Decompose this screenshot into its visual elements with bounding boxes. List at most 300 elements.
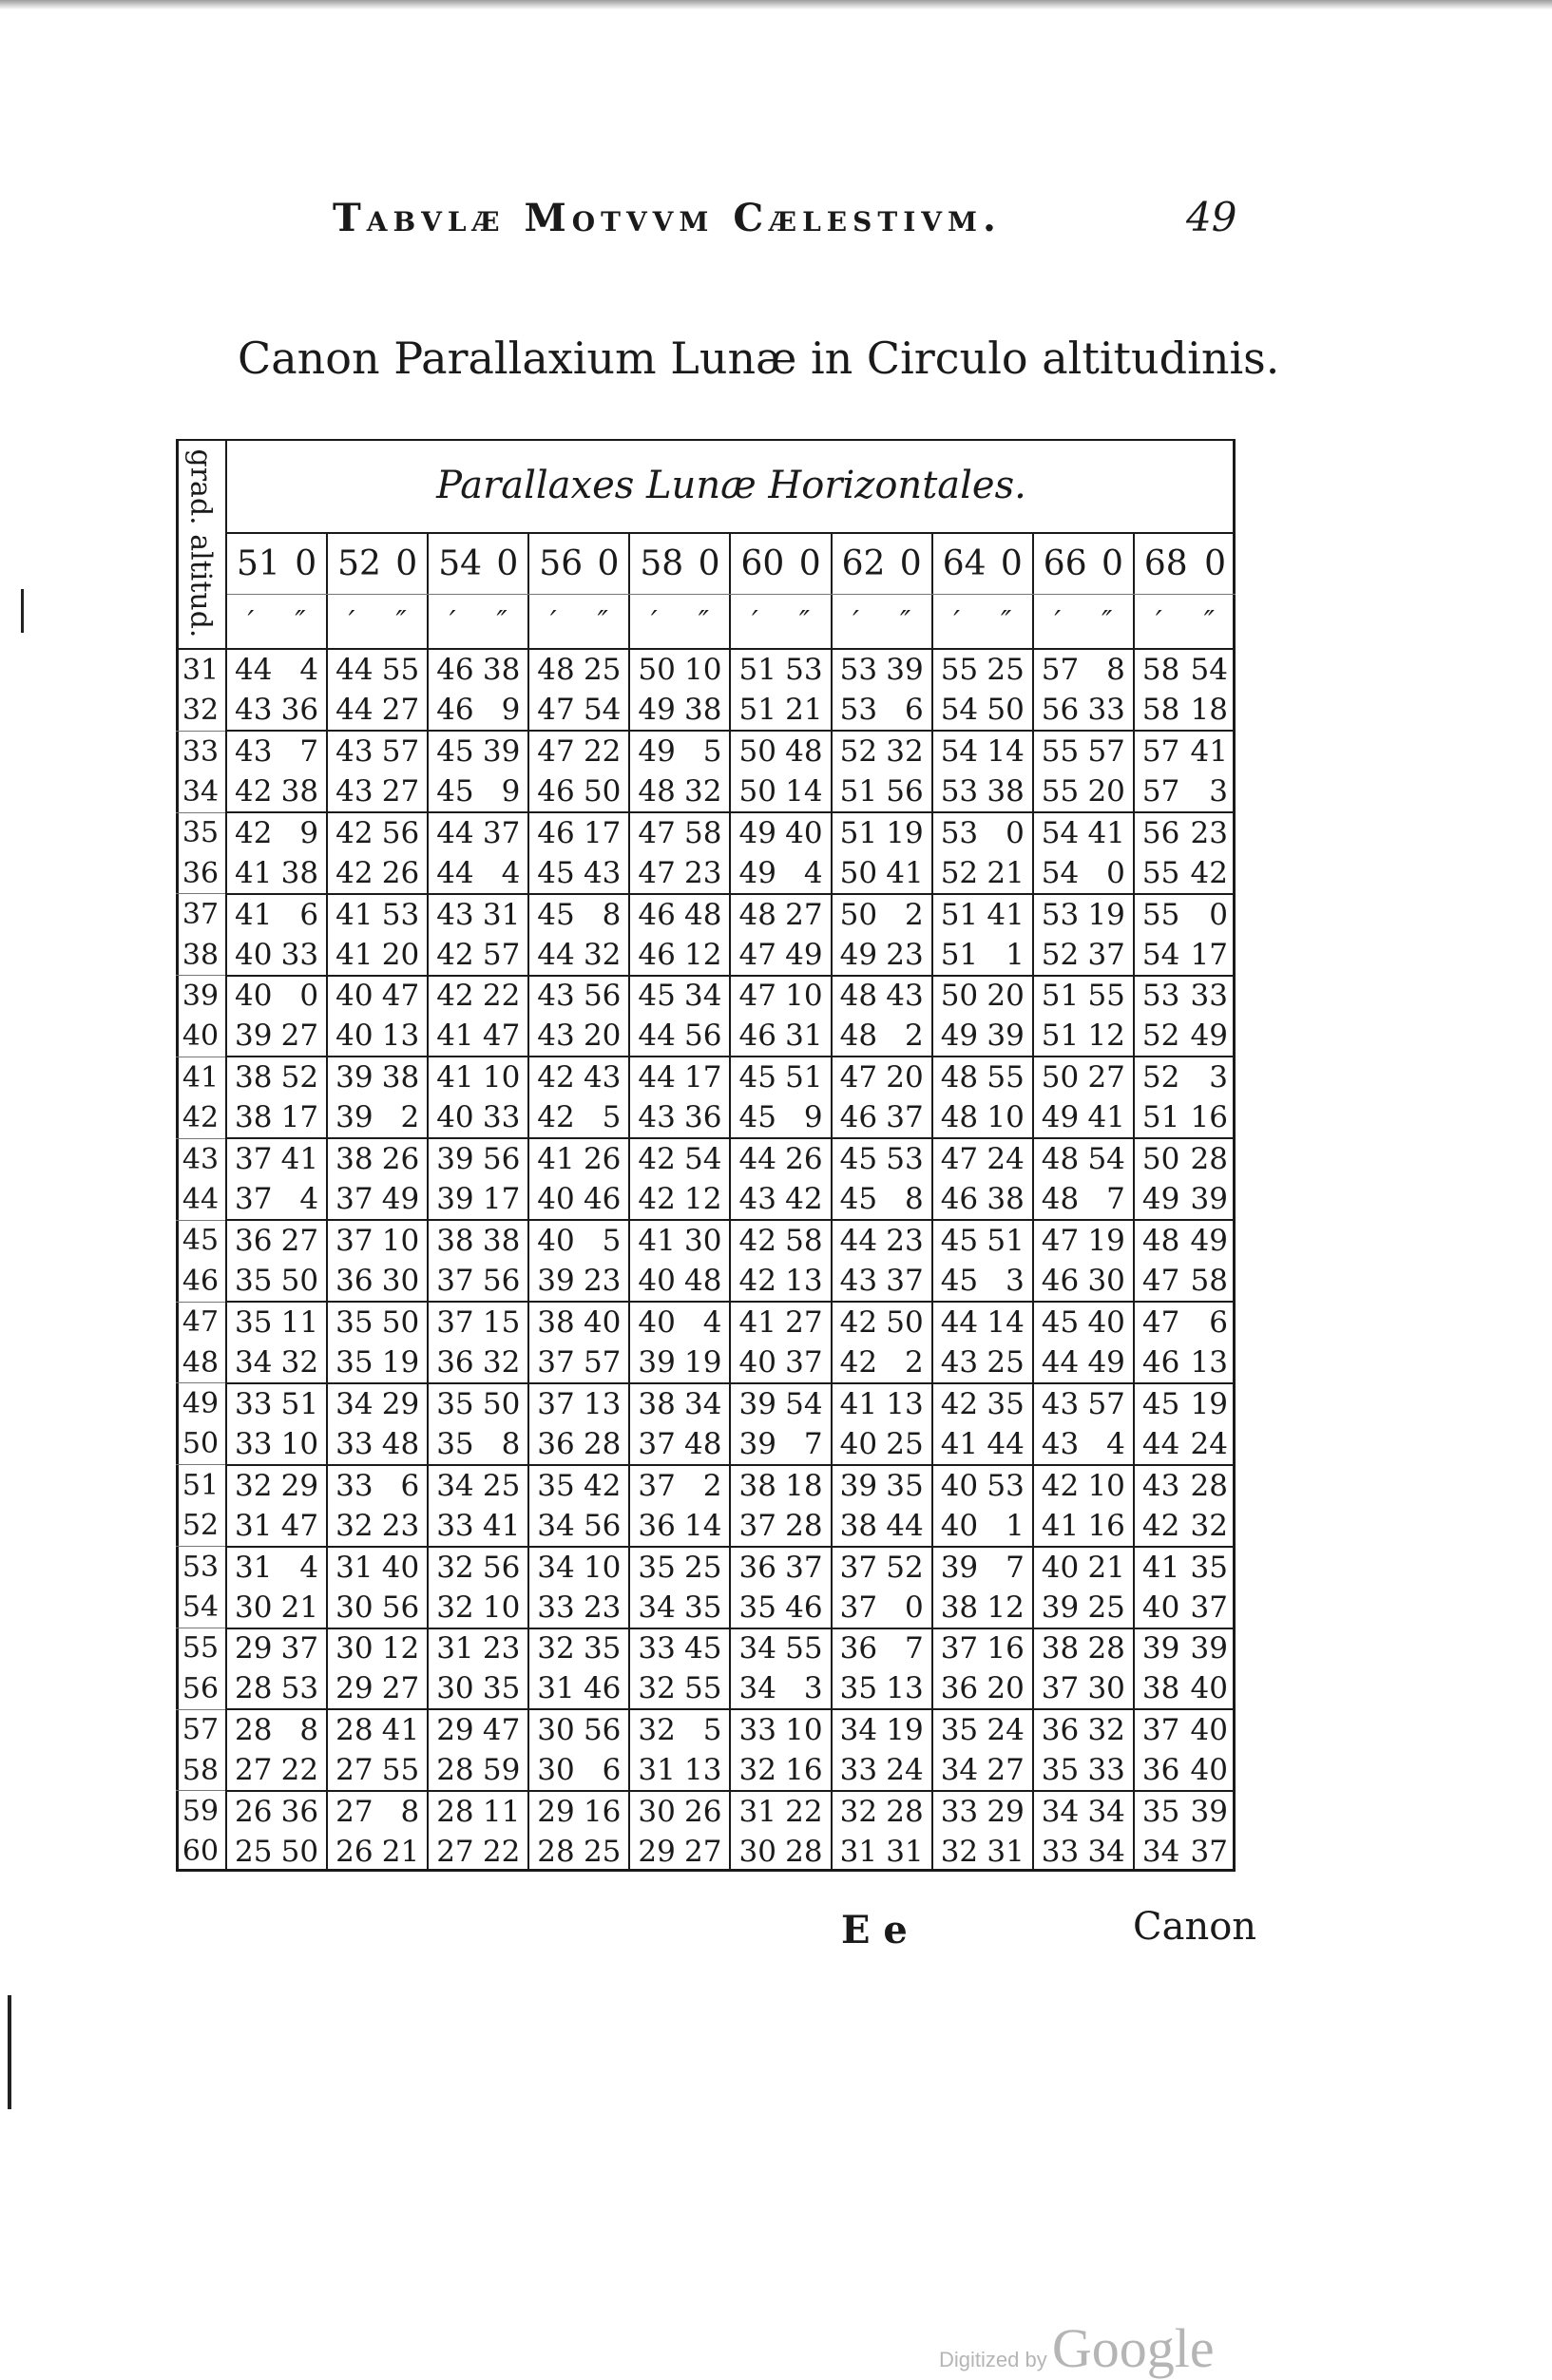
parallax-seconds: 11: [482, 1795, 521, 1830]
parallax-cell: [328, 1384, 429, 1424]
parallax-minutes: 51: [1041, 1019, 1080, 1054]
column-head: [933, 534, 1034, 594]
parallax-cell: [833, 1261, 933, 1301]
parallax-cell: [731, 1629, 832, 1669]
parallax-cell: [630, 1424, 731, 1464]
table-row: [227, 1710, 1236, 1750]
parallax-minutes: 48: [738, 897, 776, 932]
parallax-cell: [630, 1832, 731, 1872]
parallax-cell: [630, 1792, 731, 1832]
parallax-cell: [328, 1342, 429, 1382]
parallax-minutes: 47: [839, 1060, 878, 1095]
parallax-seconds: 2: [400, 1100, 420, 1135]
parallax-minutes: 37: [638, 1468, 676, 1503]
parallax-seconds: 30: [381, 1264, 420, 1299]
parallax-minutes: 50: [839, 897, 878, 932]
parallax-seconds: 33: [1087, 692, 1125, 727]
parallax-seconds: 40: [1087, 1304, 1125, 1340]
parallax-minutes: 41: [537, 1142, 575, 1177]
parallax-cell: [1135, 1179, 1236, 1219]
parallax-minutes: 50: [1141, 1142, 1180, 1177]
parallax-seconds: 47: [381, 979, 420, 1014]
parallax-minutes: 27: [335, 1795, 374, 1830]
parallax-minutes: 40: [638, 1264, 676, 1299]
column-head-degrees: 64: [942, 544, 987, 583]
parallax-minutes: 38: [940, 1590, 979, 1625]
parallax-minutes: 39: [436, 1142, 474, 1177]
parallax-minutes: 34: [638, 1590, 676, 1625]
parallax-seconds: 10: [1087, 1468, 1125, 1503]
parallax-seconds: 21: [1087, 1550, 1125, 1585]
minutes-mark: ′: [650, 604, 658, 638]
minutes-mark: ′: [247, 604, 255, 638]
parallax-cell: [731, 1548, 832, 1588]
parallax-seconds: 6: [1209, 1304, 1228, 1340]
parallax-minutes: 32: [436, 1550, 474, 1585]
parallax-seconds: 0: [1209, 897, 1228, 932]
parallax-minutes: 45: [436, 733, 474, 769]
parallax-cell: [529, 1303, 630, 1342]
parallax-seconds: 23: [886, 1224, 924, 1259]
parallax-minutes: 44: [335, 652, 374, 687]
altitude-cell: 45: [182, 1224, 220, 1258]
parallax-cell: [731, 1506, 832, 1546]
parallax-cell: [630, 977, 731, 1017]
parallax-minutes: 51: [738, 692, 776, 727]
altitude-cell: 37: [182, 898, 220, 932]
parallax-cell: [1135, 895, 1236, 935]
parallax-minutes: 35: [436, 1386, 474, 1421]
table-row: [227, 1792, 1236, 1832]
parallax-cell: [731, 1424, 832, 1464]
parallax-minutes: 46: [1041, 1264, 1080, 1299]
parallax-seconds: 39: [987, 1019, 1025, 1054]
parallax-cell: [328, 1057, 429, 1097]
parallax-cell: [731, 1588, 832, 1628]
parallax-cell: [630, 1588, 731, 1628]
parallax-minutes: 42: [436, 979, 474, 1014]
parallax-minutes: 33: [1041, 1835, 1080, 1870]
parallax-cell: [630, 1057, 731, 1097]
altitude-cell: 31: [182, 653, 220, 687]
parallax-minutes: 42: [335, 815, 374, 850]
parallax-seconds: 41: [987, 897, 1025, 932]
scan-margin-mark: [21, 589, 24, 633]
parallax-seconds: 12: [381, 1631, 420, 1666]
parallax-minutes: 35: [839, 1671, 878, 1706]
parallax-minutes: 31: [235, 1550, 273, 1585]
parallax-seconds: 10: [482, 1590, 521, 1625]
parallax-minutes: 54: [940, 692, 979, 727]
parallax-seconds: 28: [886, 1795, 924, 1830]
digitizer-prefix: Digitized by: [939, 2348, 1047, 2371]
parallax-seconds: 53: [886, 1142, 924, 1177]
parallax-cell: [1034, 935, 1135, 975]
parallax-seconds: 17: [583, 815, 622, 850]
parallax-seconds: 48: [785, 733, 823, 769]
altitude-cell: 46: [176, 1261, 225, 1302]
parallax-cell: [227, 895, 328, 935]
parallax-cell: [933, 1792, 1034, 1832]
parallax-cell: [1135, 650, 1236, 690]
altitude-cell: 42: [176, 1097, 225, 1138]
parallax-minutes: 37: [335, 1182, 374, 1217]
parallax-minutes: 46: [537, 773, 575, 809]
parallax-seconds: 23: [583, 1590, 622, 1625]
parallax-minutes: 34: [738, 1671, 776, 1706]
altitude-cell: 54: [176, 1587, 225, 1628]
parallax-minutes: 32: [940, 1835, 979, 1870]
parallax-minutes: 34: [839, 1713, 878, 1748]
parallax-seconds: 36: [280, 692, 319, 727]
parallax-seconds: 13: [785, 1264, 823, 1299]
parallax-cell: [630, 813, 731, 853]
parallax-seconds: 32: [280, 1344, 319, 1380]
parallax-cell: [529, 771, 630, 811]
column-head-minutes: 0: [395, 544, 418, 583]
altitude-cell: 34: [176, 771, 225, 812]
parallax-seconds: 10: [381, 1224, 420, 1259]
parallax-cell: [328, 1792, 429, 1832]
parallax-seconds: 58: [1190, 1264, 1228, 1299]
parallax-minutes: 31: [436, 1631, 474, 1666]
parallax-minutes: 43: [738, 1182, 776, 1217]
parallax-cell: [1034, 1424, 1135, 1464]
parallax-cell: [933, 1668, 1034, 1708]
parallax-minutes: 45: [537, 897, 575, 932]
parallax-minutes: 53: [1141, 979, 1180, 1014]
parallax-cell: [429, 1179, 529, 1219]
parallax-minutes: 40: [940, 1508, 979, 1543]
parallax-minutes: 28: [235, 1671, 273, 1706]
parallax-seconds: 37: [886, 1100, 924, 1135]
parallax-minutes: 43: [235, 692, 273, 727]
parallax-seconds: 35: [1190, 1550, 1228, 1585]
parallax-cell: [731, 1139, 832, 1179]
parallax-cell: [731, 935, 832, 975]
parallax-cell: [429, 853, 529, 893]
parallax-cell: [429, 1261, 529, 1301]
parallax-minutes: 55: [1141, 855, 1180, 890]
parallax-cell: [529, 935, 630, 975]
seconds-mark: ″: [597, 604, 608, 638]
parallax-seconds: 53: [381, 897, 420, 932]
parallax-minutes: 48: [839, 1019, 878, 1054]
parallax-seconds: 50: [280, 1835, 319, 1870]
parallax-cell: [1034, 1506, 1135, 1546]
parallax-minutes: 47: [1141, 1264, 1180, 1299]
altitude-cell: 55: [182, 1631, 220, 1666]
parallax-minutes: 42: [436, 937, 474, 972]
parallax-cell: [227, 650, 328, 690]
parallax-minutes: 40: [335, 979, 374, 1014]
parallax-cell: [227, 1221, 328, 1261]
parallax-seconds: 35: [482, 1671, 521, 1706]
parallax-cell: [1034, 977, 1135, 1017]
parallax-seconds: 31: [987, 1835, 1025, 1870]
parallax-cell: [1034, 1792, 1135, 1832]
parallax-seconds: 4: [299, 1550, 319, 1585]
parallax-minutes: 32: [335, 1508, 374, 1543]
parallax-cell: [630, 895, 731, 935]
parallax-cell: [227, 1424, 328, 1464]
parallax-cell: [1135, 1466, 1236, 1506]
parallax-cell: [833, 690, 933, 730]
parallax-seconds: 13: [886, 1671, 924, 1706]
parallax-seconds: 3: [1006, 1264, 1025, 1299]
column-head: [529, 534, 630, 594]
unit-cell: [529, 595, 630, 648]
parallax-minutes: 45: [1141, 1386, 1180, 1421]
parallax-cell: [933, 1832, 1034, 1872]
parallax-seconds: 35: [583, 1631, 622, 1666]
parallax-minutes: 27: [235, 1753, 273, 1788]
seconds-mark: ″: [698, 604, 709, 638]
parallax-seconds: 52: [886, 1550, 924, 1585]
parallax-minutes: 40: [1141, 1590, 1180, 1625]
parallax-minutes: 38: [335, 1142, 374, 1177]
parallax-seconds: 17: [482, 1182, 521, 1217]
parallax-seconds: 58: [785, 1224, 823, 1259]
parallax-cell: [731, 1384, 832, 1424]
parallax-minutes: 57: [1041, 652, 1080, 687]
parallax-cell: [227, 1016, 328, 1056]
parallax-seconds: 28: [583, 1426, 622, 1461]
parallax-minutes: 39: [638, 1344, 676, 1380]
parallax-cell: [429, 1629, 529, 1669]
parallax-minutes: 39: [1041, 1590, 1080, 1625]
parallax-seconds: 15: [482, 1304, 521, 1340]
parallax-cell: [328, 1016, 429, 1056]
parallax-cell: [328, 1506, 429, 1546]
parallax-minutes: 52: [1041, 937, 1080, 972]
parallax-minutes: 45: [839, 1182, 878, 1217]
parallax-cell: [933, 690, 1034, 730]
parallax-cell: [529, 1710, 630, 1750]
table-row: [227, 1548, 1236, 1588]
parallax-seconds: 54: [1087, 1142, 1125, 1177]
parallax-minutes: 40: [839, 1426, 878, 1461]
altitude-cell: 60: [182, 1835, 220, 1869]
parallax-seconds: 30: [1087, 1671, 1125, 1706]
parallax-minutes: 44: [638, 1019, 676, 1054]
parallax-seconds: 7: [299, 733, 319, 769]
parallax-cell: [933, 1016, 1034, 1056]
parallax-cell: [328, 1466, 429, 1506]
parallax-minutes: 53: [940, 815, 979, 850]
parallax-cell: [933, 650, 1034, 690]
parallax-minutes: 43: [537, 979, 575, 1014]
parallax-minutes: 40: [638, 1304, 676, 1340]
parallax-seconds: 53: [280, 1671, 319, 1706]
table-row: [227, 1261, 1236, 1303]
column-head-degrees: 56: [539, 544, 584, 583]
parallax-cell: [1034, 895, 1135, 935]
parallax-cell: [429, 1548, 529, 1588]
parallax-minutes: 51: [1141, 1100, 1180, 1135]
signature-mark: E e: [841, 1908, 908, 1952]
parallax-cell: [933, 1629, 1034, 1669]
minutes-mark: ′: [953, 604, 961, 638]
parallax-cell: [1135, 1342, 1236, 1382]
parallax-seconds: 51: [280, 1386, 319, 1421]
minutes-mark: ′: [752, 604, 758, 638]
parallax-cell: [529, 1057, 630, 1097]
parallax-minutes: 56: [1041, 692, 1080, 727]
parallax-minutes: 47: [738, 979, 776, 1014]
altitude-cell: 57: [182, 1713, 220, 1747]
parallax-cell: [933, 1750, 1034, 1790]
parallax-minutes: 32: [436, 1590, 474, 1625]
parallax-cell: [833, 813, 933, 853]
parallax-seconds: 23: [684, 855, 722, 890]
parallax-minutes: 43: [335, 773, 374, 809]
parallax-cell: [529, 1139, 630, 1179]
unit-cell: [429, 595, 529, 648]
parallax-minutes: 31: [839, 1835, 878, 1870]
table-body: [227, 650, 1236, 1872]
parallax-minutes: 46: [940, 1182, 979, 1217]
parallax-seconds: 28: [785, 1835, 823, 1870]
parallax-seconds: 37: [1190, 1835, 1228, 1870]
parallax-seconds: 32: [1190, 1508, 1228, 1543]
parallax-seconds: 4: [702, 1304, 722, 1340]
parallax-minutes: 46: [638, 897, 676, 932]
parallax-seconds: 5: [702, 1713, 722, 1748]
parallax-minutes: 36: [235, 1224, 273, 1259]
parallax-cell: [933, 1548, 1034, 1588]
parallax-cell: [227, 853, 328, 893]
parallax-minutes: 46: [436, 652, 474, 687]
parallax-cell: [630, 771, 731, 811]
table-row: [227, 732, 1236, 771]
parallax-minutes: 53: [940, 773, 979, 809]
parallax-minutes: 30: [235, 1590, 273, 1625]
parallax-cell: [630, 690, 731, 730]
parallax-seconds: 35: [886, 1468, 924, 1503]
table-row: [227, 1303, 1236, 1342]
parallax-seconds: 38: [280, 855, 319, 890]
parallax-cell: [731, 1221, 832, 1261]
parallax-minutes: 42: [537, 1060, 575, 1095]
parallax-cell: [1135, 1057, 1236, 1097]
parallax-cell: [731, 1792, 832, 1832]
parallax-minutes: 46: [638, 937, 676, 972]
parallax-seconds: 13: [684, 1753, 722, 1788]
parallax-minutes: 35: [235, 1304, 273, 1340]
parallax-minutes: 35: [335, 1344, 374, 1380]
parallax-seconds: 4: [1106, 1426, 1125, 1461]
table-row: [227, 1139, 1236, 1179]
parallax-cell: [227, 771, 328, 811]
seconds-mark: ″: [395, 604, 407, 638]
table-row: [227, 1384, 1236, 1424]
parallax-seconds: 29: [381, 1386, 420, 1421]
minutes-mark: ′: [1155, 604, 1162, 638]
parallax-cell: [1034, 1710, 1135, 1750]
parallax-seconds: 54: [1190, 652, 1228, 687]
parallax-minutes: 38: [638, 1386, 676, 1421]
parallax-cell: [227, 1384, 328, 1424]
parallax-seconds: 38: [482, 1224, 521, 1259]
parallax-minutes: 36: [537, 1426, 575, 1461]
parallax-minutes: 42: [1141, 1508, 1180, 1543]
parallax-minutes: 47: [1041, 1224, 1080, 1259]
parallax-minutes: 44: [537, 937, 575, 972]
parallax-seconds: 14: [785, 773, 823, 809]
parallax-cell: [429, 771, 529, 811]
table-row: [227, 1832, 1236, 1872]
parallax-minutes: 54: [1041, 815, 1080, 850]
parallax-seconds: 9: [803, 1100, 823, 1135]
parallax-seconds: 6: [400, 1468, 420, 1503]
parallax-cell: [429, 1506, 529, 1546]
column-head-minutes: 0: [798, 544, 821, 583]
parallax-cell: [1135, 1303, 1236, 1342]
parallax-cell: [227, 1179, 328, 1219]
parallax-cell: [529, 1548, 630, 1588]
parallax-seconds: 55: [381, 1753, 420, 1788]
parallax-seconds: 57: [1087, 733, 1125, 769]
parallax-cell: [833, 771, 933, 811]
parallax-seconds: 34: [1087, 1835, 1125, 1870]
parallax-seconds: 37: [886, 1264, 924, 1299]
parallax-seconds: 34: [684, 1386, 722, 1421]
parallax-seconds: 19: [886, 815, 924, 850]
parallax-cell: [227, 1303, 328, 1342]
unit-row: [227, 595, 1236, 650]
parallax-seconds: 32: [482, 1344, 521, 1380]
parallax-minutes: 26: [235, 1795, 273, 1830]
parallax-cell: [630, 1303, 731, 1342]
parallax-seconds: 33: [1087, 1753, 1125, 1788]
parallax-minutes: 38: [1041, 1631, 1080, 1666]
parallax-seconds: 0: [1006, 815, 1025, 850]
parallax-minutes: 44: [1141, 1426, 1180, 1461]
parallax-minutes: 34: [537, 1508, 575, 1543]
altitude-cell: 53: [182, 1550, 220, 1584]
parallax-minutes: 44: [738, 1142, 776, 1177]
parallax-cell: [933, 853, 1034, 893]
parallax-seconds: 10: [482, 1060, 521, 1095]
parallax-minutes: 37: [1041, 1671, 1080, 1706]
table-row: [227, 1750, 1236, 1792]
parallax-minutes: 37: [235, 1142, 273, 1177]
parallax-minutes: 32: [537, 1631, 575, 1666]
parallax-minutes: 46: [537, 815, 575, 850]
parallax-cell: [731, 1097, 832, 1137]
parallax-seconds: 40: [1190, 1753, 1228, 1788]
parallax-minutes: 35: [638, 1550, 676, 1585]
unit-cell: [833, 595, 933, 648]
parallax-cell: [833, 1016, 933, 1056]
altitude-cell: 43: [182, 1142, 220, 1176]
parallax-cell: [731, 1261, 832, 1301]
parallax-seconds: 23: [381, 1508, 420, 1543]
parallax-seconds: 2: [904, 1019, 924, 1054]
parallax-cell: [529, 1588, 630, 1628]
parallax-seconds: 13: [1190, 1344, 1228, 1380]
parallax-seconds: 39: [1190, 1631, 1228, 1666]
parallax-seconds: 43: [583, 1060, 622, 1095]
parallax-seconds: 8: [602, 897, 622, 932]
parallax-cell: [933, 1057, 1034, 1097]
parallax-minutes: 43: [638, 1100, 676, 1135]
seconds-mark: ″: [798, 604, 811, 638]
parallax-cell: [933, 1466, 1034, 1506]
parallax-cell: [529, 1506, 630, 1546]
parallax-cell: [429, 1792, 529, 1832]
